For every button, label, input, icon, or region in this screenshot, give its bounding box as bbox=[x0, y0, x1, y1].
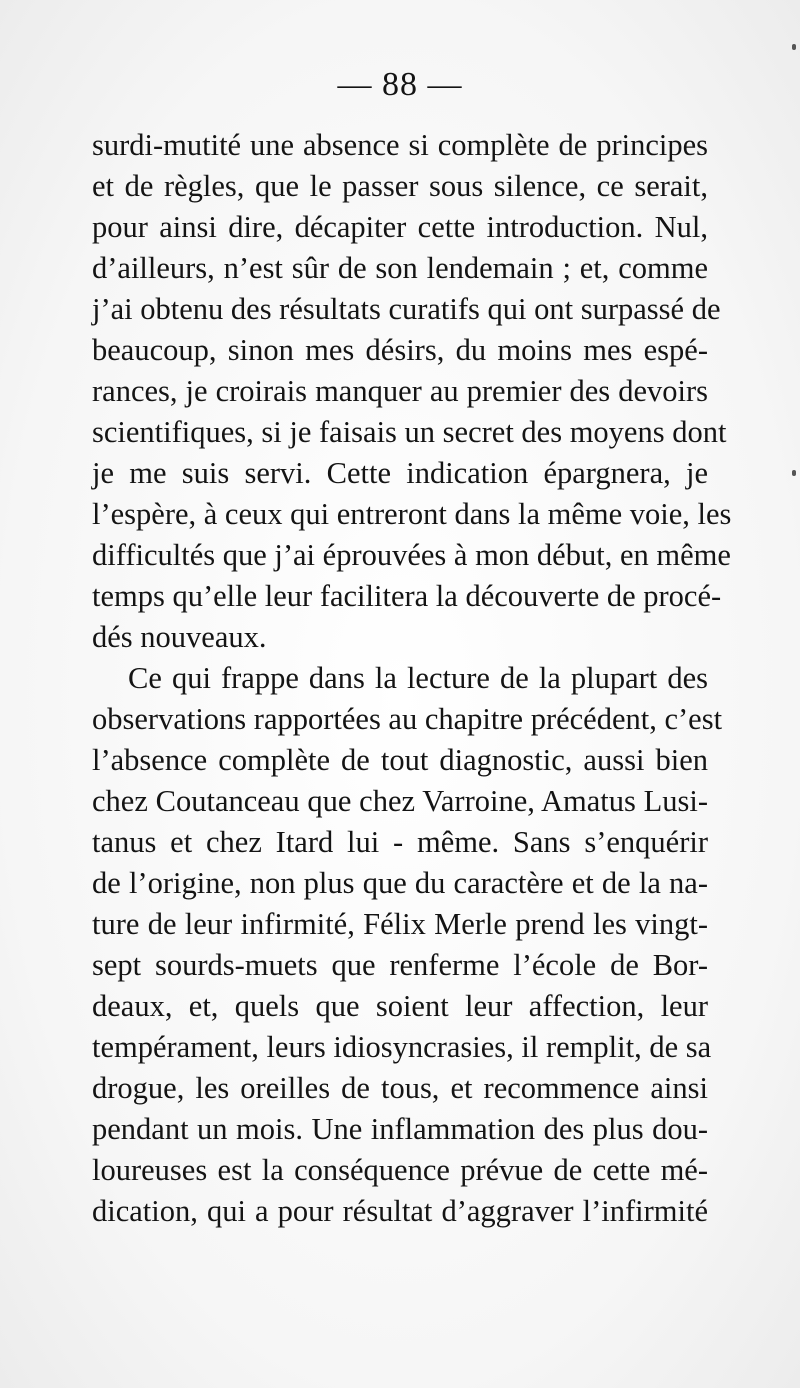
paragraph-first-line: Ce qui frappe dans la lecture de la plupart des bbox=[128, 661, 708, 695]
text-line: beaucoup, sinon mes désirs, du moins mes espé- bbox=[92, 333, 708, 367]
text-line: scientifiques, si je faisais un secret des moyens dont bbox=[92, 415, 727, 449]
paper-speck bbox=[792, 44, 796, 50]
text-line: je me suis servi. Cette indication épargnera, je bbox=[92, 456, 708, 490]
text-line: surdi-mutité une absence si complète de principes bbox=[92, 128, 708, 162]
text-line: ture de leur infirmité, Félix Merle prend les vingt- bbox=[92, 907, 708, 941]
text-line: j’ai obtenu des résultats curatifs qui ont surpassé de bbox=[92, 292, 721, 326]
text-line: temps qu’elle leur facilitera la découverte de procé- bbox=[92, 579, 722, 613]
text-line: sept sourds-muets que renferme l’école de Bor- bbox=[92, 948, 708, 982]
text-line: tempérament, leurs idiosyncrasies, il remplit, de sa bbox=[92, 1030, 712, 1064]
text-line: drogue, les oreilles de tous, et recommence ainsi bbox=[92, 1071, 708, 1105]
text-line: pendant un mois. Une inflammation des plus dou- bbox=[92, 1112, 708, 1146]
text-line: loureuses est la conséquence prévue de cette mé- bbox=[92, 1153, 708, 1187]
page-number-header: — 88 — bbox=[337, 66, 463, 103]
text-line: observations rapportées au chapitre précédent, c’est bbox=[92, 702, 723, 736]
text-line: d’ailleurs, n’est sûr de son lendemain ; et, comme bbox=[92, 251, 708, 285]
paper-speck bbox=[792, 470, 796, 476]
text-line: rances, je croirais manquer au premier des devoirs bbox=[92, 374, 708, 408]
text-line: deaux, et, quels que soient leur affection, leur bbox=[92, 989, 708, 1023]
text-line: dication, qui a pour résultat d’aggraver l’infirmité bbox=[92, 1194, 708, 1228]
text-line: pour ainsi dire, décapiter cette introduction. Nul, bbox=[92, 210, 708, 244]
text-line: l’absence complète de tout diagnostic, aussi bien bbox=[92, 743, 708, 777]
text-line: l’espère, à ceux qui entreront dans la même voie, les bbox=[92, 497, 732, 531]
text-line: de l’origine, non plus que du caractère et de la na- bbox=[92, 866, 708, 900]
text-line: dés nouveaux. bbox=[92, 620, 267, 654]
text-line: difficultés que j’ai éprouvées à mon début, en même bbox=[92, 538, 731, 572]
text-line: et de règles, que le passer sous silence, ce serait, bbox=[92, 169, 708, 203]
text-line: tanus et chez Itard lui - même. Sans s’enquérir bbox=[92, 825, 708, 859]
text-line: chez Coutanceau que chez Varroine, Amatus Lusi- bbox=[92, 784, 708, 818]
